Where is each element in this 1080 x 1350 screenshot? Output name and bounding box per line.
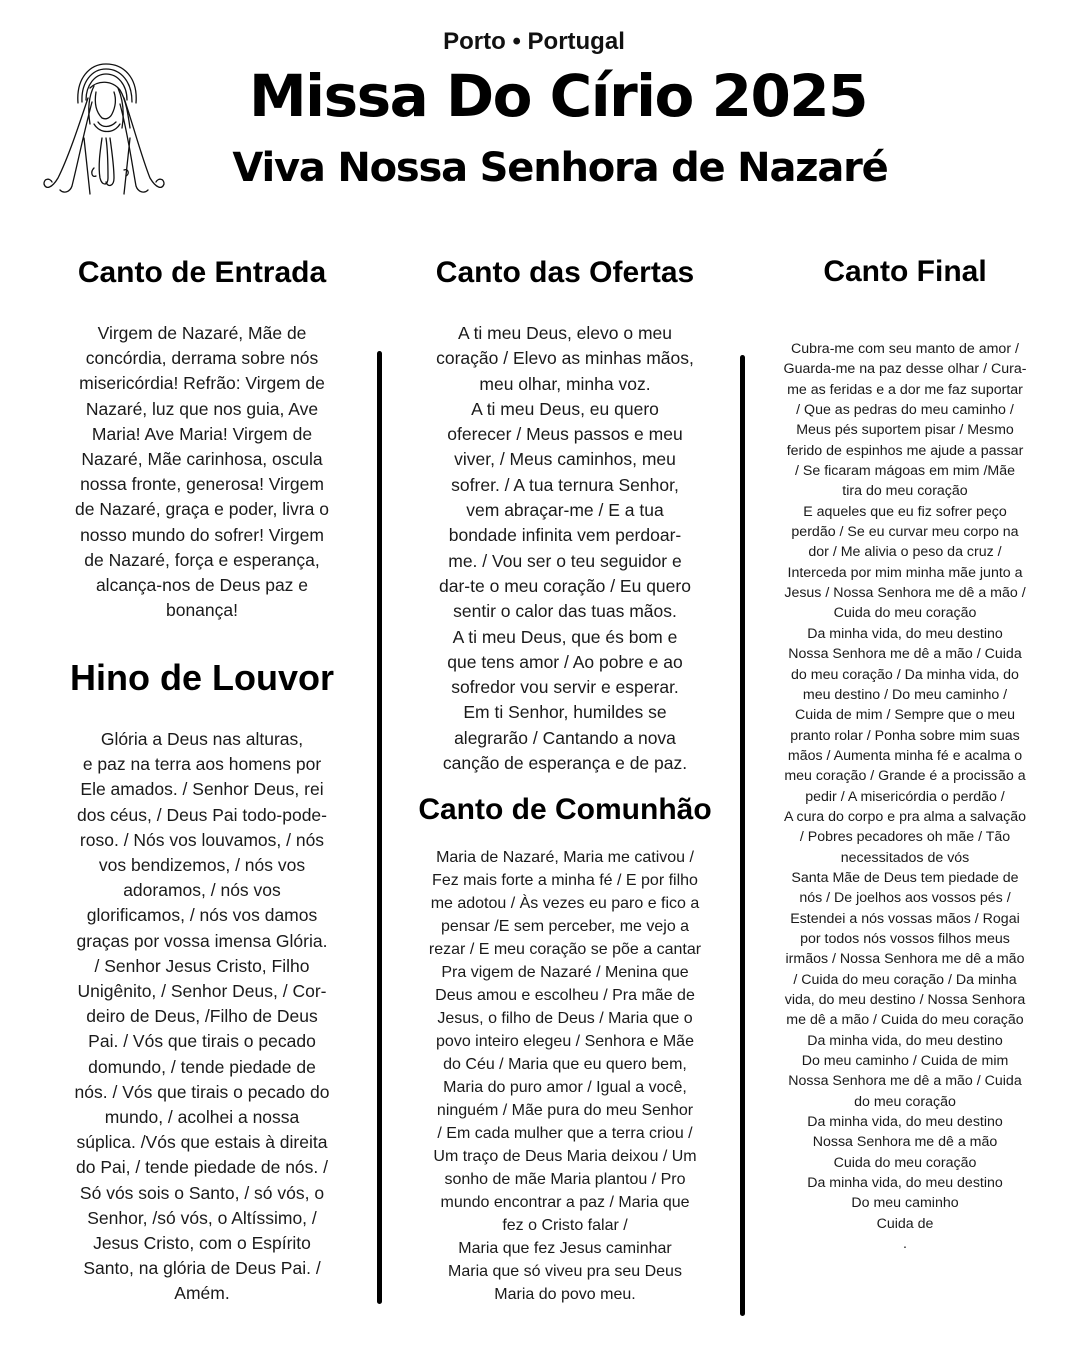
heading-canto-final: Canto Final xyxy=(823,255,987,288)
heading-canto-de-comunhao: Canto de Comunhão xyxy=(418,793,712,826)
lyrics-hino-de-louvor: Glória a Deus nas alturas, e paz na terra aos homens por Ele amados. / Senhor Deus, rei dos céus, / Deus Pai todo-pode- roso. / Nós vos louvamos, / nós vos bendizemos, / nós vos adoramos, / nós vos glorificamos, / nós vos damos graças por vossa imensa Glória. / Senhor Jesus Cristo, Filho Unigênito, / Senhor Deus, / Cor- deiro de Deus, /Filho de Deus Pai. / Vós que tirais o pecado domundo, / tende piedade de nós. / Vós que tirais o pecado do mundo, / acolhei a nossa súplica. /Vós que estais à direita do Pai, / tende piedade de nós. / Só vós sois o Santo, / só vós, o Senhor, /só vós, o Altíssimo, / Jesus Cristo, com o Espírito Santo, na glória de Deus Pai. / Amém. xyxy=(74,729,330,1304)
lyrics-canto-final: Cubra-me com seu manto de amor / Guarda-me na paz desse olhar / Cura- me as feridas e a dor me faz suportar / Que as pedras do meu caminho / Meus pés suportem pisar / Mesmo ferido de espinhos me ajude a passar / Se ficaram mágoas em mim /Mãe tira do meu coração E aqueles que eu fiz sofrer peço perdão / Se eu curvar meu corpo na dor / Me alivia o peso da cruz / Interceda por mim minha mãe junto a Jesus / Nossa Senhora me dê a mão / Cuida do meu coração Da minha vida, do meu destino Nossa Senhora me dê a mão / Cuida do meu coração / Da minha vida, do meu destino / Do meu caminho / Cuida de mim / Sempre que o meu pranto rolar / Ponha sobre mim suas mãos / Aumenta minha fé e acalma o meu coração / Grande é a procissão a pedir / A misericórdia o perdão / A cura do corpo e pra alma a salvação / Pobres pecadores oh mãe / Tão necessitados de vós Santa Mãe de Deus tem piedade de nós / De joelhos aos vossos pés / Estendei a nós vossas mãos / Rogai por todos nós vossos filhos meus irmãos / Nossa Senhora me dê a mão / Cuida do meu coração / Da minha vida, do meu destino / Nossa Senhora me dê a mão / Cuida do meu coração Da minha vida, do meu destino Do meu caminho / Cuida de mim Nossa Senhora me dê a mão / Cuida do meu coração Da minha vida, do meu destino Nossa Senhora me dê a mão Cuida do meu coração Da minha vida, do meu destino Do meu caminho Cuida de . xyxy=(783,341,1027,1253)
heading-canto-das-ofertas: Canto das Ofertas xyxy=(435,256,695,289)
heading-hino-de-louvor: Hino de Louvor xyxy=(70,657,334,698)
heading-canto-de-entrada: Canto de Entrada xyxy=(77,256,327,289)
page-title: Missa Do Círio 2025 xyxy=(248,62,868,130)
location-kicker: Porto • Portugal xyxy=(443,28,625,55)
column-divider-right xyxy=(740,355,745,1316)
page-subtitle: Viva Nossa Senhora de Nazaré xyxy=(232,145,888,191)
column-divider-left xyxy=(377,351,382,1304)
lyrics-canto-de-entrada: Virgem de Nazaré, Mãe de concórdia, derrama sobre nós misericórdia! Refrão: Virgem de Nazaré, luz que nos guia, Ave Maria! Ave Maria! Virgem de Nazaré, Mãe carinhosa, oscula nossa fronte, generosa! Virgem de Nazaré, graça e poder, livra o nosso mundo do sofrer! Virgem de Nazaré, força e esperança, alcança-nos de Deus paz e bonança! xyxy=(75,323,329,621)
lyrics-canto-de-comunhao: Maria de Nazaré, Maria me cativou / Fez mais forte a minha fé / E por filho me adotou / Às vezes eu paro e fico a pensar /E sem perceber, me vejo a rezar / E meu coração se põe a cantar Pra vigem de Nazaré / Menina que Deus amou e escolheu / Pra mãe de Jesus, o filho de Deus / Maria que o povo inteiro elegeu / Senhora e Mãe do Céu / Maria que eu quero bem, Maria do puro amor / Igual a você, ninguém / Mãe pura do meu Senhor / Em cada mulher que a terra criou / Um traço de Deus Maria deixou / Um sonho de mãe Maria plantou / Pro mundo encontrar a paz / Maria que fez o Cristo falar / Maria que fez Jesus caminhar Maria que só viveu pra seu Deus Maria do povo meu. xyxy=(428,849,702,1303)
lyrics-canto-das-ofertas: A ti meu Deus, elevo o meu coração / Elevo as minhas mãos, meu olhar, minha voz. A ti meu Deus, eu quero oferecer / Meus passos e meu viver, / Meus caminhos, meu sofrer. / A tua ternura Senhor, vem abraçar-me / E a tua bondade infinita vem perdoar- me. / Vou ser o teu seguidor e dar-te o meu coração / Eu quero sentir o calor das tuas mãos. A ti meu Deus, que és bom e que tens amor / Ao pobre e ao sofredor vou servir e esperar. Em ti Senhor, humildes se alegrarão / Cantando a nova canção de esperança e de paz. xyxy=(436,323,694,774)
